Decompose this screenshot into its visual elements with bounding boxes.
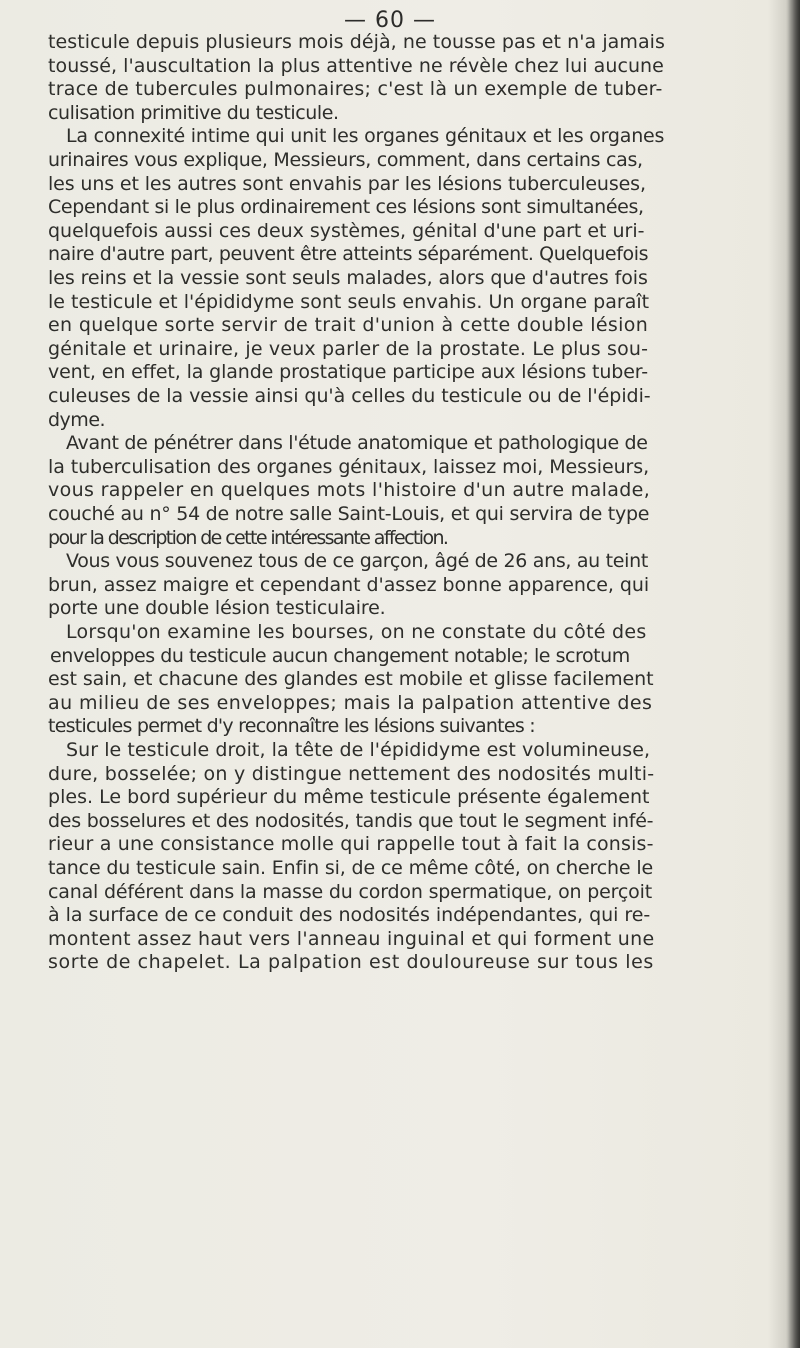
text-line: culisation primitive du testicule. — [48, 101, 339, 124]
text-line: tance du testicule sain. Enfin si, de ce même côté, on cherche le — [48, 857, 654, 879]
text-line: dyme. — [48, 408, 106, 431]
text-line: en quelque sorte servir de trait d'union à cette double lésion — [48, 314, 649, 337]
text-line: Avant de pénétrer dans l'étude anatomique et pathologique de — [66, 432, 648, 455]
text-line: des bosselures et des nodosités, tandis que tout le segment infé- — [48, 809, 654, 832]
text-line: toussé, l'auscultation la plus attentive ne révèle chez lui aucune — [48, 54, 664, 77]
page-edge-shadow — [786, 0, 800, 1348]
text-line: les reins et la vessie sont seuls malades, alors que d'autres fois — [48, 267, 648, 289]
page-number: — 60 — — [344, 8, 436, 33]
text-line: Sur le testicule droit, la tête de l'épididyme est volumineuse, — [66, 739, 651, 761]
text-line: testicule depuis plusieurs mois déjà, ne tousse pas et n'a jamais — [48, 31, 665, 53]
text-line: culeuses de la vessie ainsi qu'à celles du testicule ou de l'épidi- — [48, 385, 651, 407]
text-line: canal déférent dans la masse du cordon spermatique, on perçoit — [48, 880, 652, 903]
text-line: quelquefois aussi ces deux systèmes, génital d'une part et uri- — [48, 219, 645, 242]
text-line: enveloppes du testicule aucun changement notable; le scrotum — [50, 644, 630, 667]
text-line: urinaires vous explique, Messieurs, comment, dans certains cas, — [48, 149, 643, 171]
text-line: dure, bosselée; on y distingue nettement des nodosités multi- — [48, 762, 655, 785]
text-line: porte une double lésion testiculaire. — [48, 597, 386, 620]
text-line: pour la description de cette intéressante affection. — [48, 526, 448, 549]
text-line: sorte de chapelet. La palpation est douloureuse sur tous les — [48, 951, 654, 974]
text-line: naire d'autre part, peuvent être atteints séparément. Quelquefois — [48, 243, 649, 266]
text-line: brun, assez maigre et cependant d'assez bonne apparence, qui — [48, 573, 650, 596]
text-line: vent, en effet, la glande prostatique participe aux lésions tuber- — [48, 361, 649, 384]
text-line: au milieu de ses enveloppes; mais la palpation attentive des — [48, 691, 653, 714]
text-line: testicules permet d'y reconnaître les lésions suivantes : — [48, 715, 535, 738]
text-line: Lorsqu'on examine les bourses, on ne constate du côté des — [66, 621, 647, 643]
text-line: trace de tubercules pulmonaires; c'est là un exemple de tuber- — [48, 78, 663, 101]
text-line: la tuberculisation des organes génitaux, laissez moi, Messieurs, — [48, 455, 650, 478]
text-line: rieur a une consistance molle qui rappelle tout à fait la consis- — [48, 833, 654, 856]
text-line: génitale et urinaire, je veux parler de la prostate. Le plus sou- — [48, 337, 649, 360]
text-line: vous rappeler en quelques mots l'histoire d'un autre malade, — [48, 479, 651, 502]
text-line: est sain, et chacune des glandes est mobile et glisse facilement — [48, 668, 654, 691]
text-line: couché au n° 54 de notre salle Saint-Louis, et qui servira de type — [48, 503, 650, 525]
text-line: montent assez haut vers l'anneau inguinal et qui forment une — [48, 927, 655, 950]
text-line: Vous vous souvenez tous de ce garçon, âgé de 26 ans, au teint — [66, 550, 648, 573]
text-line: Cependant si le plus ordinairement ces lésions sont simultanées, — [48, 196, 644, 219]
text-line: à la surface de ce conduit des nodosités indépendantes, qui re- — [48, 904, 651, 927]
text-line: La connexité intime qui unit les organes génitaux et les organes — [66, 125, 665, 148]
text-line: les uns et les autres sont envahis par les lésions tuberculeuses, — [48, 172, 646, 195]
text-line: le testicule et l'épididyme sont seuls envahis. Un organe paraît — [48, 290, 650, 313]
text-line: ples. Le bord supérieur du même testicule présente également — [48, 786, 650, 809]
